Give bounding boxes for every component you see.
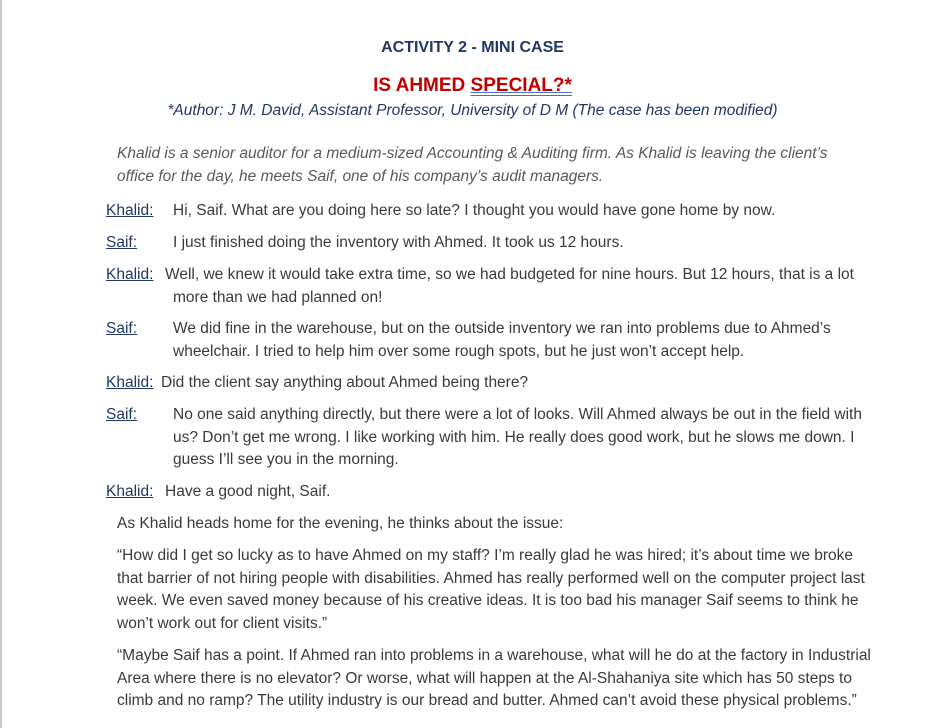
speaker-label: Saif:	[106, 406, 138, 423]
case-title-emphasis: SPECIAL?*	[470, 75, 572, 96]
speaker-label: Khalid:	[106, 374, 154, 391]
author-note: *Author: J M. David, Assistant Professor, University of D M (The case has been modified)	[167, 102, 778, 119]
dialogue-text: No one said anything directly, but there were a lot of looks. Will Ahmed always be out in the field with us? Don’t get me wrong. I like working with him. He really does good work, but he slows me down. I guess I’ll see you in the morning.	[173, 406, 862, 468]
dialogue-text: Have a good night, Saif.	[165, 483, 331, 500]
speaker-label: Khalid:	[106, 266, 154, 283]
speaker-label: Khalid:	[106, 483, 154, 500]
case-title-prefix: IS AHMED	[373, 75, 471, 96]
dialogue-text: Well, we knew it would take extra time, so we had budgeted for nine hours. But 12 hours, that is a lot more than we had planned on!	[165, 266, 854, 306]
dialogue-text: I just finished doing the inventory with Ahmed. It took us 12 hours.	[173, 234, 624, 251]
case-title	[0, 75, 945, 97]
activity-heading: ACTIVITY 2 - MINI CASE	[381, 39, 564, 56]
dialogue-text: Did the client say anything about Ahmed being there?	[161, 374, 529, 391]
speaker-label: Khalid:	[106, 202, 154, 219]
thought-paragraph: “Maybe Saif has a point. If Ahmed ran into problems in a warehouse, what will he do at the factory in Industrial Area where there is no elevator? Or worse, what will happen at the Al-Shahaniya site which has 50 steps to climb and no ramp? The utility industry is our bread and butter. Ahmed can’t avoid these physical problems.”	[117, 647, 871, 709]
dialogue-text: Hi, Saif. What are you doing here so late? I thought you would have gone home by now.	[173, 202, 776, 219]
thought-paragraph: “How did I get so lucky as to have Ahmed on my staff? I’m really glad he was hired; it’s about time we broke that barrier of not hiring people with disabilities. Ahmed has really performed well on the computer project last week. We even saved money because of his creative ideas. It is too bad his manager Saif seems to think he won’t work out for client visits.”	[117, 547, 865, 632]
speaker-label: Saif:	[106, 320, 138, 337]
dialogue-text: We did fine in the warehouse, but on the outside inventory we ran into problems due to Ahmed’s wheelchair. I tried to help him over some rough spots, but he just won’t accept help.	[173, 320, 831, 360]
intro-paragraph: Khalid is a senior auditor for a medium-sized Accounting & Auditing firm. As Khalid is leaving the client’s office for the day, he meets Saif, one of his company’s audit managers.	[117, 145, 828, 185]
narration-paragraph: As Khalid heads home for the evening, he thinks about the issue:	[117, 515, 564, 532]
speaker-label: Saif:	[106, 234, 138, 251]
